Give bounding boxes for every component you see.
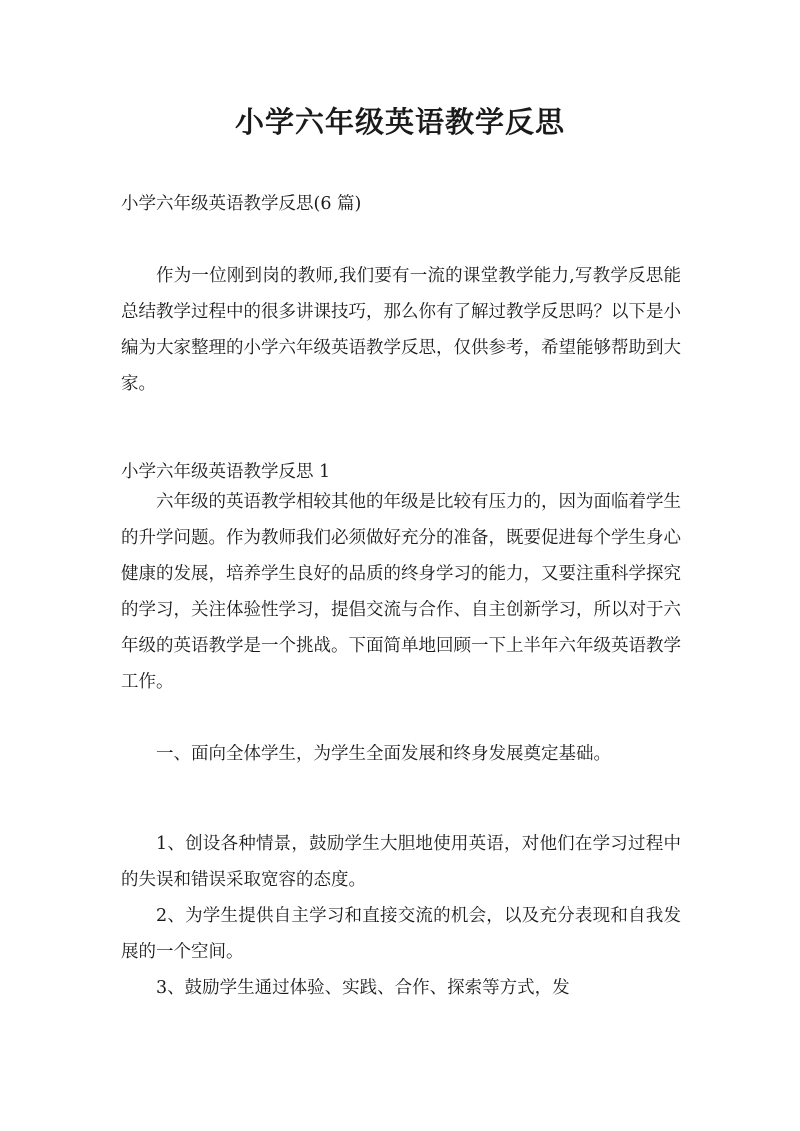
body-paragraph: 2、为学生提供自主学习和直接交流的机会，以及充分表现和自我发展的一个空间。 (121, 906, 681, 962)
section-heading: 小学六年级英语教学反思 1 (121, 462, 331, 482)
body-paragraph: 一、面向全体学生，为学生全面发展和终身发展奠定基础。 (156, 744, 611, 764)
intro-paragraph: 作为一位刚到岗的教师,我们要有一流的课堂教学能力,写教学反思能总结教学过程中的很多讲课技巧，那么你有了解过教学反思吗？以下是小编为大家整理的小学六年级英语教学反思，仅供参考，希望能够帮助到大家。 (121, 266, 681, 394)
document-title: 小学六年级英语教学反思 (234, 105, 565, 139)
body-paragraph: 3、鼓励学生通过体验、实践、合作、探索等方式，发 (156, 978, 570, 998)
body-paragraph: 1、创设各种情景，鼓励学生大胆地使用英语，对他们在学习过程中的失误和错误采取宽容的态度。 (121, 834, 681, 890)
body-paragraph: 六年级的英语教学相较其他的年级是比较有压力的，因为面临着学生的升学问题。作为教师我们必须做好充分的准备，既要促进每个学生身心健康的发展，培养学生良好的品质的终身学习的能力，又要注重科学探究的学习，关注体验性学习，提倡交流与合作、自主创新学习，所以对于六年级的英语教学是一个挑战。下面简单地回顾一下上半年六年级英语教学工作。 (121, 492, 681, 692)
document-subtitle: 小学六年级英语教学反思(6 篇) (121, 194, 362, 214)
